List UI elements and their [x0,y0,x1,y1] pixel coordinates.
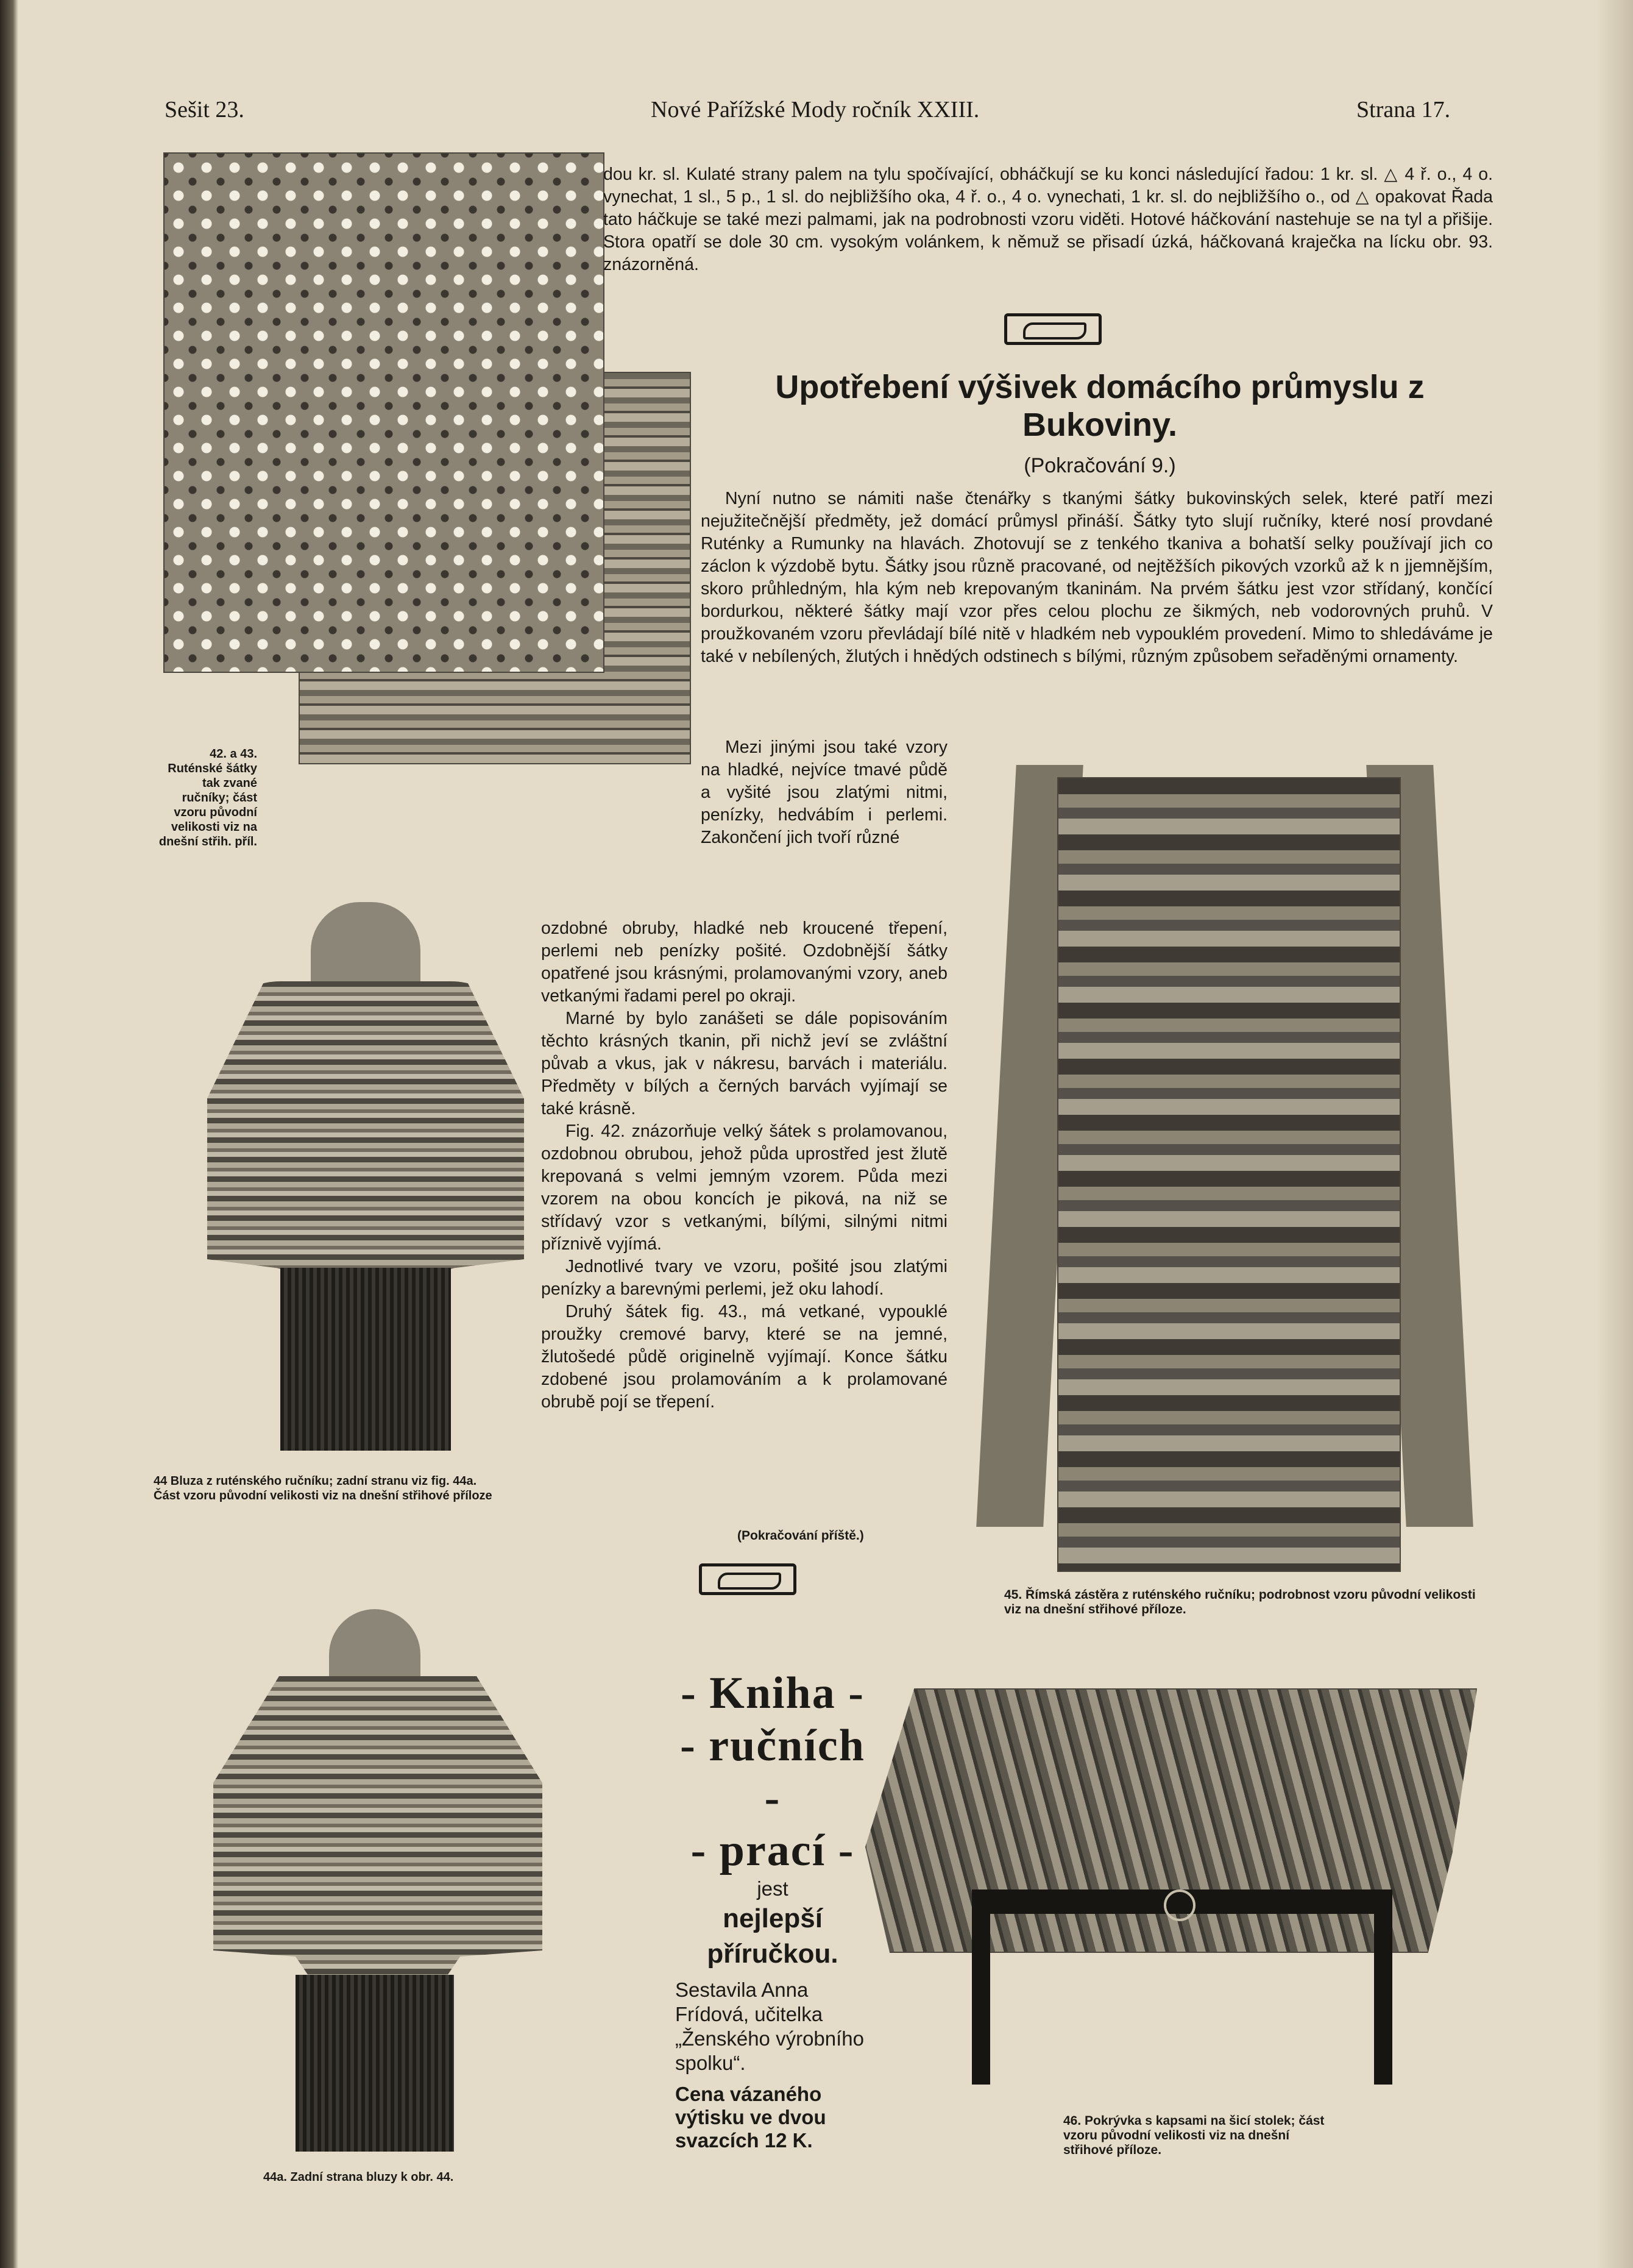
caption-fig-44a: 44a. Zadní strana bluzy k obr. 44. [263,2170,454,2184]
advert-line-5: nejlepší [723,1904,823,1933]
page-number: Strana 17. [1356,97,1451,123]
page-edge-shadow [1596,0,1633,2268]
article-paragraph-6: Druhý šátek fig. 43., má vetkané, vypouklé proužky cremové barvy, které se na jemné, žlutošedé půdě originelně vyjímají. Konce šátku zdobené jsou prolamováním a k prolamované obrubě pojí se třepení. [541,1302,948,1412]
article-paragraph-5: Jednotlivé tvary ve vzoru, pošité jsou zlatými penízky a barevnými perlemi, jež oku lahodí. [541,1257,948,1299]
issue-number: Sešit 23. [165,97,244,123]
figure-44a-blouse-back [189,1609,554,2158]
article-paragraph-4: Fig. 42. znázorňuje velký šátek s prolamovanou, ozdobnou obrubou, jehož půda uprostřed jest žlutě krepovaná s velmi jemným vzorem. Půda mezi vzorem na obou koncích je piková, na niž se střídavý vzor s vetkanými, bílými, silnými nitmi příznivě vyjímá. [541,1122,948,1254]
article-paragraph-2-end: ozdobné obruby, hladké neb kroucené třepení, perlemi neb penízky pošité. Ozdobnější šátky opatřené jsou krásnými, prolamovanými vzory, aneb vetkanými řadami perel po okraji. [541,919,948,1006]
article-paragraph-2-start: Mezi jinými jsou také vzory na hladké, nejvíce tmavé půdě a vyšité jsou zlatými nitmi, penízky, hedvábím i perlemi. Zakončení jich tvoří různé [701,738,948,847]
figure-42-towel [163,152,604,673]
advert-price: Cena vázaného výtisku ve dvou svazcích 12 K. [675,2083,826,2152]
advert-author: Sestavila Anna Frídová, učitelka „Ženského výrobního spolku“. [675,1978,865,2074]
advert-line-3: - prací - [690,1825,855,1875]
ornament-divider-top [1004,313,1102,345]
caption-fig-46: 46. Pokrývka s kapsami na šicí stolek; část vzoru původní velikosti viz na dnešní střihové příloze. [1063,2114,1325,2157]
advert-line-6: příručkou. [707,1939,838,1969]
article-paragraph-1: Nyní nutno se námiti naše čtenářky s tkanými šátky bukovinských selek, které patří mezi nejužitečnější předměty, jež domácí průmysl přináší. Šátky tyto slují ručníky, které nosí provdané Ruténky a Rumunky na hlavách. Zhotovují se z tenkého tkaniva a bohatší selky používají jich co záclon k výzdobě bytu. Šátky jsou různě pracované, od nejtěžších pikových vzorků až k n jjemnějším, skoro průhledným, hla kým neb krepovaným tkaninám. Na prvém šátku jest vzor střídaný, končící bordurkou, některé šátky mají vzor přes celou plochu ze šikmých, neb vodorovných pruhů. V proužkovaném vzoru převládají bílé nitě v hladkém neb vypouklém provedení. Mimo to shledáváme je také v nebílených, žlutých i hnědých odstinech s bílými, různým způsobem seřaděnými ornamenty. [701,489,1493,666]
caption-fig-44: 44 Bluza z ruténského ručníku; zadní stranu viz fig. 44a. Část vzoru původní velikosti viz na dnešní střihové příloze [154,1474,492,1502]
figure-46-table-cover [865,1688,1493,2109]
book-advert [675,1667,870,2152]
caption-fig-42-43: 42. a 43. Ruténské šátky tak zvané ručníky; část vzoru původní velikosti viz na dnešní střih. příl. [158,747,257,848]
article-text-column [541,917,948,1413]
magazine-title: Nové Pařížské Mody ročník XXIII. [651,97,980,123]
caption-fig-45: 45. Římská zástěra z ruténského ručníku; podrobnost vzoru původní velikosti viz na dnešní střihové příloze. [1004,1588,1476,1616]
figure-45-apron [984,765,1484,1582]
ornament-divider-bottom [699,1563,796,1595]
intro-paragraph: dou kr. sl. Kulaté strany palem na tylu spočívající, obháčkují se ku konci následující řadou: 1 kr. sl. △ 4 ř. o., 4 o. vynechat, 1 sl., 5 p., 1 sl. do nejbližšího oka, 4 ř. o., 4 o. vynechati, 1 kr. sl. do nejbližšího o., od △ opakovat Řada tato háčkuje se také mezi palmami, jak na podrobnosti vzoru viděti. Hotové háčkování nastehuje se na tyl a přišije. Stora opatří se dole 30 cm. vysokým volánkem, k němuž se přisadí úzká, háčkovaná kraječka na lícku obr. 93. znázorněná. [603,165,1493,274]
continuation-note: (Pokračování příště.) [737,1529,864,1543]
advert-line-2: - ručních - [680,1721,865,1823]
article-subtitle: (Pokračování 9.) [1024,454,1176,477]
advert-line-4: jest [757,1877,788,1900]
article-paragraph-3: Marné by bylo zanášeti se dále popisováním těchto krásných tkanin, při nichž jeví se zvláštní půvab a vkus, jak v nákresu, barvách i materiálu. Předměty v bílých a černých barvách vyjímají se také krásně. [541,1009,948,1118]
book-binding-edge [0,0,18,2268]
advert-line-1: - Kniha - [681,1668,865,1718]
article-title: Upotřebení výšivek domácího průmyslu z Bukoviny. [775,369,1425,443]
figure-44-blouse [183,902,548,1457]
